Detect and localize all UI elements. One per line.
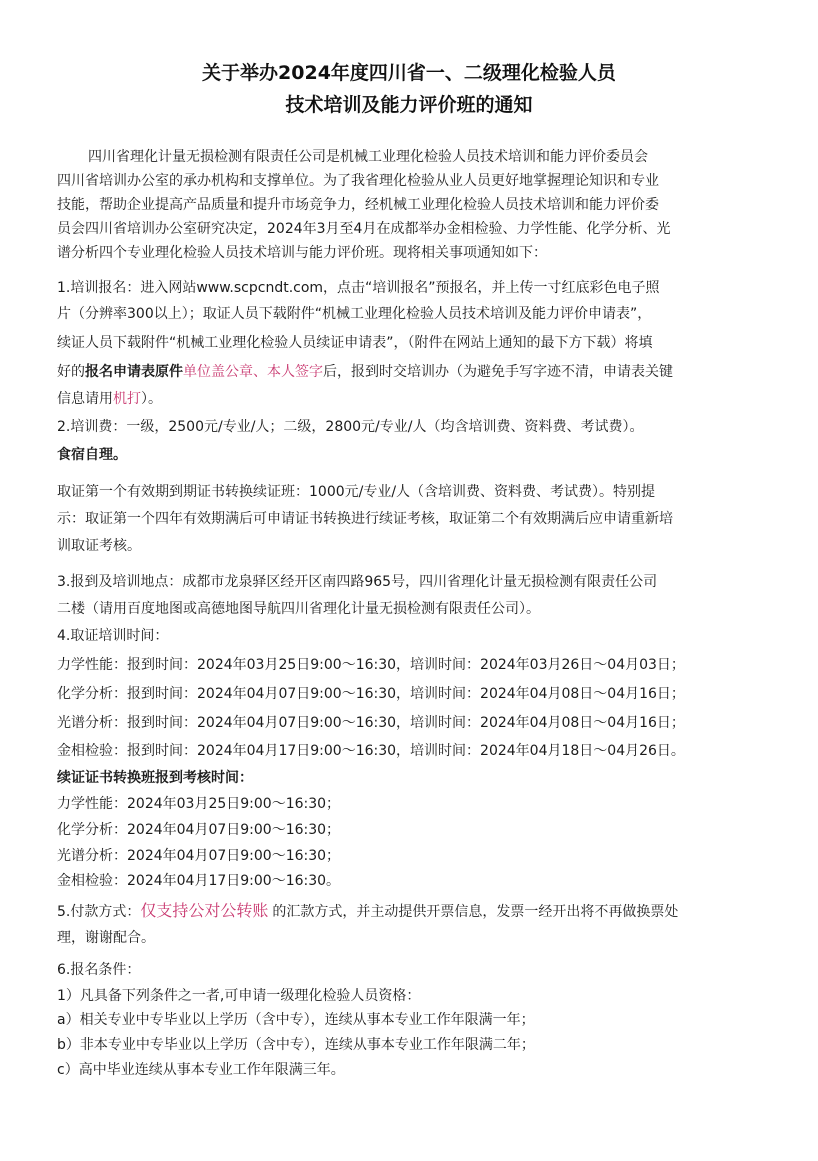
s2-line-3: 取证第一个有效期到期证书转换续证班：1000元/专业/人（含培训费、资料费、考试费）。特别提 bbox=[57, 484, 656, 500]
renew-heading: 续证证书转换班报到考核时间： bbox=[57, 770, 253, 786]
notice-title-line-1: 关于举办2024年度四川省一、二级理化检验人员 bbox=[202, 62, 616, 84]
s6-heading: 6.报名条件： bbox=[57, 962, 141, 978]
s1-line-4-post: 后，报到时交培训办（为避免手写字迹不清，申请表关键 bbox=[323, 364, 673, 380]
s1-line-2: 片（分辨率300以上）；取证人员下载附件“机械工业理化检验人员技术培训及能力评价申请表”， bbox=[57, 306, 652, 322]
s6-item-a: a）相关专业中专毕业以上学历（含中专），连续从事本专业工作年限满一年； bbox=[57, 1012, 535, 1028]
s5-line-1 bbox=[57, 901, 678, 922]
intro-line-5: 谱分析四个专业理化检验人员技术培训与能力评价班。现将相关事项通知如下： bbox=[57, 245, 547, 261]
s1-line-3: 续证人员下载附件“机械工业理化检验人员续证申请表”，（附件在网站上通知的最下方下载）将填 bbox=[57, 335, 653, 351]
s1-line-5-post: ）。 bbox=[141, 391, 162, 407]
s4-heading: 4.取证培训时间： bbox=[57, 628, 169, 644]
s1-line-4-pre: 好的 bbox=[57, 364, 85, 380]
schedule-row: 力学性能：报到时间：2024年03月25日9:00～16:30，培训时间：2024年03月26日～04月03日； bbox=[57, 657, 685, 673]
renew-row: 力学性能：2024年03月25日9:00～16:30； bbox=[57, 796, 341, 812]
s2-line-1: 2.培训费：一级，2500元/专业/人；二级，2800元/专业/人（均含培训费、资料费、考试费）。 bbox=[57, 419, 644, 435]
intro-line-4: 员会四川省培训办公室研究决定，2024年3月至4月在成都举办金相检验、力学性能、化学分析、光 bbox=[57, 221, 671, 237]
seal-signature-note: 单位盖公章、本人签字 bbox=[183, 364, 323, 380]
application-form-original: 报名申请表原件 bbox=[85, 364, 183, 380]
s3-line-1: 3.报到及培训地点：成都市龙泉驿区经开区南四路965号，四川省理化计量无损检测有限责任公司 bbox=[57, 574, 658, 590]
s1-line-5-pre: 信息请用 bbox=[57, 391, 113, 407]
notice-title-line-2: 技术培训及能力评价班的通知 bbox=[285, 94, 533, 116]
s6-line-1: 1）凡具备下列条件之一者,可申请一级理化检验人员资格： bbox=[57, 988, 421, 1004]
renew-row: 化学分析：2024年04月07日9:00～16:30； bbox=[57, 822, 341, 838]
intro-line-2: 四川省培训办公室的承办机构和支撑单位。为了我省理化检验从业人员更好地掌握理论知识和专业 bbox=[57, 173, 659, 189]
transfer-only-note: 仅支持公对公转账 bbox=[140, 901, 269, 920]
s2-line-4: 示：取证第一个四年有效期满后可申请证书转换进行续证考核，取证第二个有效期满后应申请重新培 bbox=[57, 511, 673, 527]
s5-pre: 5.付款方式： bbox=[57, 904, 141, 920]
schedule-row: 金相检验：报到时间：2024年04月17日9:00～16:30，培训时间：2024年04月18日～04月26日。 bbox=[57, 743, 685, 759]
s6-item-c: c）高中毕业连续从事本专业工作年限满三年。 bbox=[57, 1062, 345, 1078]
s3-line-2: 二楼（请用百度地图或高德地图导航四川省理化计量无损检测有限责任公司）。 bbox=[57, 601, 540, 617]
s1-line-5 bbox=[57, 389, 162, 409]
renew-row: 光谱分析：2024年04月07日9:00～16:30； bbox=[57, 848, 341, 864]
s1-line-4 bbox=[57, 362, 673, 382]
s1-line-1: 1.培训报名：进入网站www.scpcndt.com，点击“培训报名”预报名，并上传一寸红底彩色电子照 bbox=[57, 280, 660, 296]
renew-row: 金相检验：2024年04月17日9:00～16:30。 bbox=[57, 873, 341, 889]
intro-line-3: 技能，帮助企业提高产品质量和提升市场竞争力，经机械工业理化检验人员技术培训和能力评价委 bbox=[57, 197, 659, 213]
s2-line-2: 食宿自理。 bbox=[57, 447, 127, 463]
machine-print-note: 机打 bbox=[113, 391, 141, 407]
s5-post: 的汇款方式，并主动提供开票信息，发票一经开出将不再做换票处 bbox=[272, 904, 679, 920]
s2-line-5: 训取证考核。 bbox=[57, 538, 141, 554]
schedule-row: 光谱分析：报到时间：2024年04月07日9:00～16:30，培训时间：2024年04月08日～04月16日； bbox=[57, 715, 685, 731]
schedule-row: 化学分析：报到时间：2024年04月07日9:00～16:30，培训时间：2024年04月08日～04月16日； bbox=[57, 686, 685, 702]
s6-item-b: b）非本专业中专毕业以上学历（含中专），连续从事本专业工作年限满二年； bbox=[57, 1037, 535, 1053]
intro-line-1: 四川省理化计量无损检测有限责任公司是机械工业理化检验人员技术培训和能力评价委员会 bbox=[88, 149, 648, 165]
s5-line-2: 理，谢谢配合。 bbox=[57, 930, 155, 946]
